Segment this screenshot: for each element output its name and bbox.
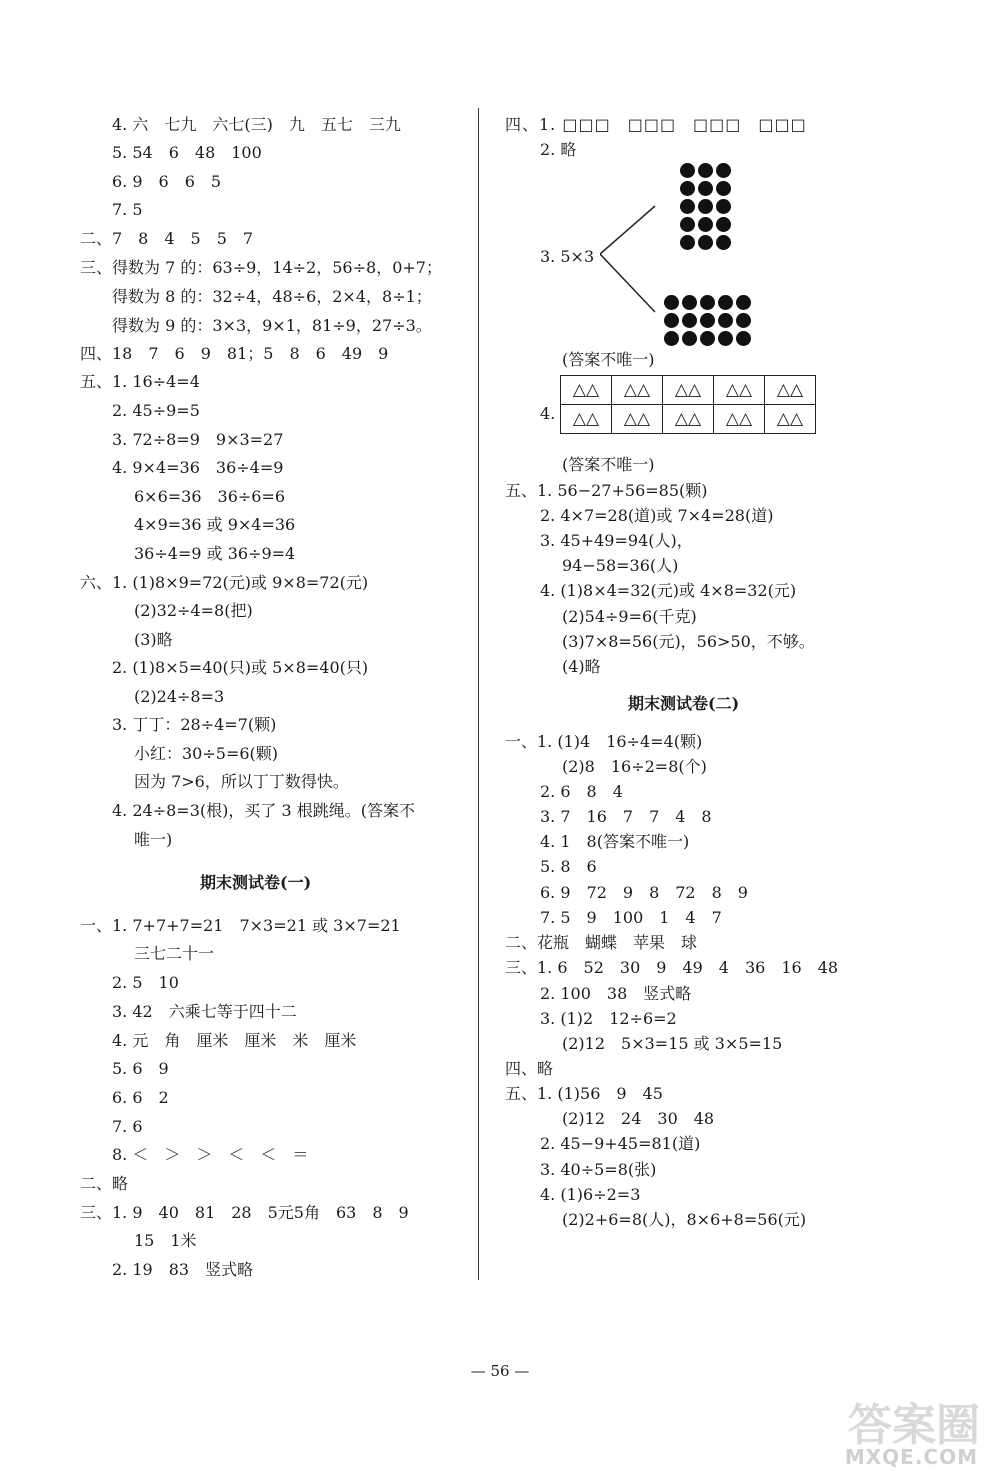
answer-line: 唯一): [134, 830, 173, 849]
answer-line: 五、1. (1)56 9 45: [505, 1084, 663, 1103]
answer-line: 3. 42 六乘七等于四十二: [112, 1002, 297, 1021]
answer-line: 8. ＜ ＞ ＞ ＜ ＜ ＝: [112, 1145, 309, 1164]
answer-line: 六、1. (1)8×9=72(元)或 9×8=72(元): [80, 573, 369, 592]
answer-line: 15 1米: [134, 1231, 197, 1250]
dot: [716, 181, 731, 196]
answer-line: 2. 45÷9=5: [112, 401, 200, 420]
dot: [736, 331, 751, 346]
answer-line: 五、1. 16÷4=4: [80, 372, 200, 391]
answer-line: 2. 5 10: [112, 973, 179, 992]
dot: [680, 235, 695, 250]
answer-line: 5. 6 9: [112, 1059, 169, 1078]
triangle-cell: △△: [663, 376, 714, 405]
column-divider: [478, 108, 479, 1280]
dot: [736, 295, 751, 310]
dot: [680, 199, 695, 214]
dot: [718, 295, 733, 310]
answer-line: 2. 45−9+45=81(道): [540, 1134, 701, 1153]
answer-line: 3. 丁丁：28÷4=7(颗): [112, 715, 277, 734]
dot: [664, 295, 679, 310]
answer-line: 4. 24÷8=3(根)，买了 3 根跳绳。(答案不: [112, 801, 415, 820]
dot: [698, 181, 713, 196]
answer-line: 2. (1)8×5=40(只)或 5×8=40(只): [112, 658, 369, 677]
answer-line: 2. 100 38 竖式略: [540, 984, 692, 1003]
answer-line: 三、1. 6 52 30 9 49 4 36 16 48: [505, 958, 839, 977]
dot: [682, 313, 697, 328]
triangle-cell: △△: [714, 376, 765, 405]
triangle-cell: △△: [714, 405, 765, 434]
answer-line: 二、略: [80, 1174, 129, 1193]
answer-line: 4×9=36 或 9×4=36: [134, 515, 296, 534]
dot: [680, 217, 695, 232]
answer-line: (4)略: [562, 657, 601, 676]
answer-line: 3. (1)2 12÷6=2: [540, 1009, 677, 1028]
answer-line: 四、18 7 6 9 81；5 8 6 49 9: [80, 344, 389, 363]
answer-line: 7. 5 9 100 1 4 7: [540, 908, 722, 927]
dot: [698, 199, 713, 214]
answer-line: 2. 19 83 竖式略: [112, 1260, 254, 1279]
answer-line: 五、1. 56−27+56=85(颗): [505, 481, 708, 500]
answer-line: 7. 5: [112, 200, 143, 219]
answer-line: (2)8 16÷2=8(个): [562, 757, 707, 776]
answer-line: 四、1. □□□ □□□ □□□ □□□: [505, 115, 807, 134]
answer-line: (2)12 24 30 48: [562, 1109, 715, 1128]
answer-line: 小红：30÷5=6(颗): [134, 744, 279, 763]
triangle-cell: △△: [663, 405, 714, 434]
answer-line: 三、得数为 7 的：63÷9，14÷2，56÷8，0+7；: [80, 258, 442, 277]
dot: [716, 199, 731, 214]
answer-line: 3. 5×3: [540, 247, 595, 266]
triangle-cell: △△: [561, 376, 612, 405]
dot: [716, 217, 731, 232]
triangle-cell: △△: [612, 376, 663, 405]
dot: [700, 331, 715, 346]
section-title: 期末测试卷(二): [628, 694, 740, 713]
page-number: — 56 —: [470, 1362, 530, 1380]
dot: [718, 331, 733, 346]
dot: [700, 295, 715, 310]
answer-line: 一、1. (1)4 16÷4=4(颗): [505, 732, 703, 751]
dot: [680, 163, 695, 178]
answer-line: 6. 6 2: [112, 1088, 169, 1107]
answer-line: 二、花瓶 蝴蝶 苹果 球: [505, 933, 698, 952]
answer-line: (2)2+6=8(人)，8×6+8=56(元): [562, 1210, 807, 1229]
answer-line: (2)32÷4=8(把): [134, 601, 253, 620]
answer-line: (2)12 5×3=15 或 3×5=15: [562, 1034, 783, 1053]
answer-line: 四、略: [505, 1059, 554, 1078]
answer-line: 因为 7>6，所以丁丁数得快。: [134, 772, 349, 791]
answer-line: 3. 45+49=94(人)，: [540, 531, 693, 550]
watermark-url: MXQE.COM: [844, 1445, 978, 1469]
answer-line: 5. 8 6: [540, 857, 597, 876]
answer-line: 4. (1)6÷2=3: [540, 1185, 641, 1204]
answer-line: (答案不唯一): [562, 455, 655, 474]
dot: [736, 313, 751, 328]
dot: [700, 313, 715, 328]
triangle-cell: △△: [765, 405, 816, 434]
answer-line: (2)54÷9=6(千克): [562, 607, 697, 626]
branch-lines: [600, 200, 660, 340]
answer-line: 3. 72÷8=9 9×3=27: [112, 430, 284, 449]
dot: [718, 313, 733, 328]
watermark-logo: 答案圈: [848, 1400, 980, 1451]
dot: [664, 331, 679, 346]
answer-line: 三、1. 9 40 81 28 5元5角 63 8 9: [80, 1203, 409, 1222]
dot: [682, 331, 697, 346]
answer-line: 三七二十一: [134, 944, 215, 963]
answer-line: 4. 元 角 厘米 厘米 米 厘米: [112, 1031, 357, 1050]
answer-line: 7. 6: [112, 1117, 143, 1136]
triangle-cell: △△: [612, 405, 663, 434]
dot: [716, 163, 731, 178]
answer-line: 6. 9 72 9 8 72 8 9: [540, 883, 748, 902]
answer-line: 3. 40÷5=8(张): [540, 1160, 657, 1179]
answer-line: (答案不唯一): [562, 350, 655, 369]
answer-line: 5. 54 6 48 100: [112, 143, 262, 162]
answer-line: (3)略: [134, 630, 173, 649]
answer-line: (2)24÷8=3: [134, 687, 225, 706]
answer-line: 6. 9 6 6 5: [112, 172, 222, 191]
answer-line: 4. 六 七九 六七(三) 九 五七 三九: [112, 115, 401, 134]
dot: [698, 235, 713, 250]
answer-line: 3. 7 16 7 7 4 8: [540, 807, 712, 826]
triangle-cell: △△: [765, 376, 816, 405]
answer-line: 2. 略: [540, 140, 577, 159]
answer-line: 4.: [540, 404, 556, 423]
answer-line: 6×6=36 36÷6=6: [134, 487, 286, 506]
answer-line: 二、7 8 4 5 5 7: [80, 229, 254, 248]
dot: [664, 313, 679, 328]
answer-line: 得数为 9 的：3×3，9×1，81÷9，27÷3。: [112, 316, 432, 335]
answer-line: 4. (1)8×4=32(元)或 4×8=32(元): [540, 581, 797, 600]
dot: [682, 295, 697, 310]
dot: [716, 235, 731, 250]
answer-line: 得数为 8 的：32÷4，48÷6，2×4，8÷1；: [112, 287, 432, 306]
dot: [698, 217, 713, 232]
answer-line: 94−58=36(人): [562, 556, 679, 575]
answer-line: 36÷4=9 或 36÷9=4: [134, 544, 296, 563]
answer-line: 2. 4×7=28(道)或 7×4=28(道): [540, 506, 774, 525]
dot: [680, 181, 695, 196]
answer-line: 2. 6 8 4: [540, 782, 623, 801]
answer-line: 4. 9×4=36 36÷4=9: [112, 458, 284, 477]
triangle-table: [560, 375, 816, 434]
dot: [698, 163, 713, 178]
answer-line: (3)7×8=56(元)，56>50，不够。: [562, 632, 815, 651]
triangle-cell: △△: [561, 405, 612, 434]
answer-line: 4. 1 8(答案不唯一): [540, 832, 690, 851]
answer-line: 一、1. 7+7+7=21 7×3=21 或 3×7=21: [80, 916, 401, 935]
section-title: 期末测试卷(一): [200, 873, 312, 892]
